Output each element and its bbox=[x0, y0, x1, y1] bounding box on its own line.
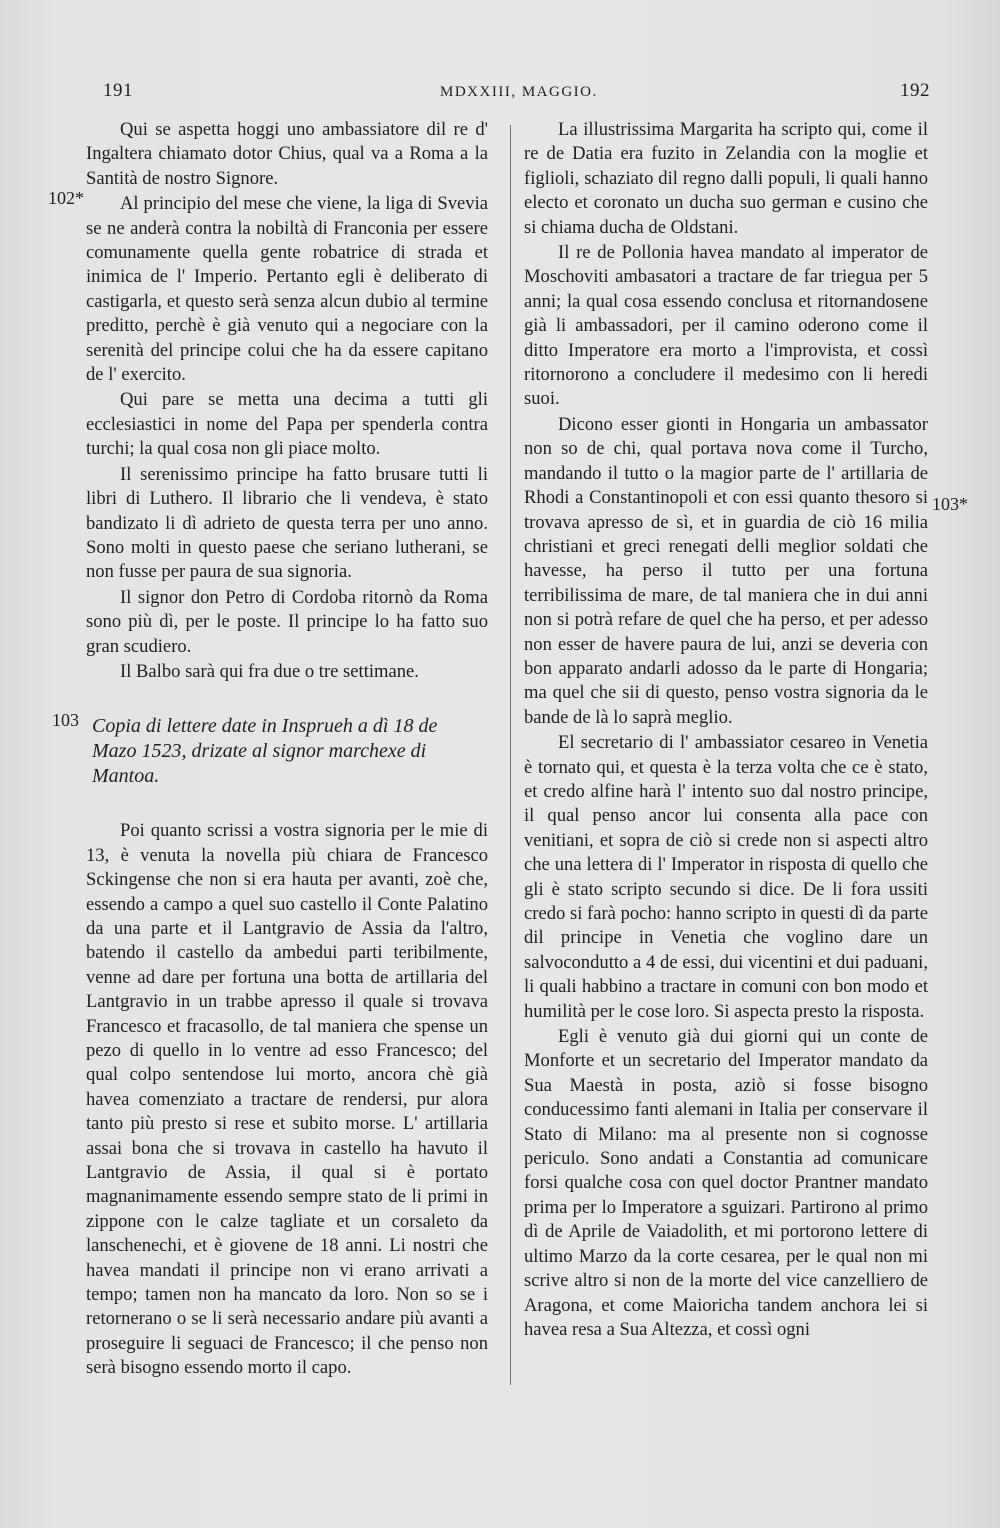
paragraph: Al principio del mese che viene, la liga di Svevia se ne anderà contra la nobiltà di Franconia per essere comunamente quella gente robatrice di strada et inimica de l' Imperio. Pertanto egli è deliberato di castigarla, et questo serà senza alcun dubio al termine preditto, perchè è già venuto qui a negociare con la serenità del principe colui che ha da essere capitano de l' exercito. bbox=[86, 193, 488, 386]
paragraph: El secretario di l' ambassiator cesareo in Venetia è tornato qui, et questa è la terza volta che ce è stato, et credo alfine harà l' intento suo dal nostro principe, il qual penso ancor lui consenta alla pace con venitiani, et sopra de ciò si crede non si aspecti altro che una lettera di l' Imperator in risposta di quello che gli è stato scripto secundo si dice. De li fora ussiti credo si farà pocho: hanno scripto in questi dì da parte dil principe in Venetia che voglino dare un salvocondutto a 4 de essi, dui vicentini et dui paduani, li quali habbino a tractare in comuni con bon modo et humilità per le cose loro. Si aspecta presto la risposta. bbox=[524, 732, 928, 1022]
right-column bbox=[524, 118, 928, 1342]
paragraph: Dicono esser gionti in Hongaria un ambassator non so de chi, qual portava nova come il Turcho, mandando il tutto o la magior parte de l' artillaria de Rhodi a Constantinopoli et con essi quanto thesoro si trovava apresso de sì, et in guardia de ciò 16 milia christiani et greci renegati delli meglior soldati che havesse, ha perso il tutto per una fortuna terribilissima de mare, de tal maniera che in dui anni non si potrà refare de quel che ha perso, et per adesso non esser de havere paura de lui, anzi se deveria con bon apparato andarli adosso da le parte di Hongaria; ma quel che sii di questo, penso vostra signoria da le bande de là lo saprà meglio. bbox=[524, 413, 928, 728]
letter-heading bbox=[86, 714, 488, 789]
margin-note-103-left: 103 bbox=[52, 710, 79, 730]
paragraph: Egli è venuto già dui giorni qui un conte de Monforte et un secretario del Imperator mandato da Sua Maestà in posta, aziò si fosse bisogno conducessimo fanti alemani in Italia per conservare il Stato di Milano: ma al presente non si cognosse periculo. Sono andati a Constantia ad comunicare forsi qualche cosa con quel doctor Prantner mandato prima per lo Imperatore a sguizari. Partirono al primo dì de Aprile de Vaiadolith, et mi portorono lettere di ultimo Marzo da la corte cesarea, per le qual non mi scrive altro si non de la morte del vice canzelliero de Aragona, et come Maioricha tandem anchora lei si havea resa a Sua Altezza, et cossì ogni bbox=[524, 1026, 928, 1340]
paragraph: Il re de Pollonia havea mandato al imperator de Moschoviti ambasatori a tractare de far triegua per 5 anni; la qual cosa essendo conclusa et ritornandosene già li ambassadori, per il camino oderono come il ditto Imperatore era morto a l'improvista, et cossì ritornorono a concludere il medesimo con li heredi suoi. bbox=[524, 242, 928, 410]
paragraph: Poi quanto scrissi a vostra signoria per le mie di 13, è venuta la novella più chiara de Francesco Sckingense che non si era hauta per avanti, zoè che, essendo a campo a quel suo castello il Conte Palatino da una parte et il Lantgravio de Assia da l'altro, batendo il castello da ambedui parti teribilmente, venne ad dare per fortuna una botta de artillaria del Lantgravio in un trabbe apresso il quale si trovava Francesco et fracasollo, de tal maniera che spense un pezo di quello in lo ventre ad esso Francesco; del qual colpo sentendose lui morto, ancora chè già havea comenziato a tractare de rendersi, pur alora tanto più presto si rese et subito morse. L' artillaria assai bona che si trovava in castello ha havuto il Lantgravio de Assia, il qual si è portato magnanimamente essendo sempre stato de li primi in zippone con le calze tagliate et un corsaleto da lanschenechi, et è giovene de 18 anni. Li nostri che havea mandati il principe non vi erano arrivati a tempo; tamen non ha mancato da loro. Non so se i retornerano o se li serà necessario andare più avanti a proseguire li seguaci de Francesco; il che penso non serà bisogno essendo morto il capo. bbox=[86, 820, 488, 1379]
paragraph: Il Balbo sarà qui fra due o tre settimane. bbox=[120, 660, 419, 682]
paragraph: Qui pare se metta una decima a tutti gli ecclesiastici in nome del Papa per spenderla contra turchi; la qual cosa non gli piace molto. bbox=[86, 389, 488, 460]
page-number-right: 192 bbox=[900, 80, 930, 101]
page-number-left: 191 bbox=[103, 80, 133, 101]
letter-heading-line1: Copia di lettere date in Insprueh a dì 18 de bbox=[92, 715, 438, 738]
paragraph: Qui se aspetta hoggi uno ambassiatore dil re d' Ingaltera chiamato dotor Chius, qual va a Roma a la Santità de nostro Signore. bbox=[86, 119, 488, 189]
running-title: MDXXIII, MAGGIO. bbox=[440, 84, 598, 100]
margin-note-103-right: 103* bbox=[932, 494, 968, 514]
paragraph: Il serenissimo principe ha fatto brusare tutti li libri di Luthero. Il librario che li vendeva, è stato bandizato li dì adrieto de questa terra per uno anno. Sono molti in questo paese che seriano lutherani, se non fusse per paura de sua signoria. bbox=[86, 463, 488, 583]
letter-heading-line2: Mazo 1523, drizate al signor marchexe di Mantoa. bbox=[92, 740, 427, 788]
paragraph: Il signor don Petro di Cordoba ritornò da Roma sono più dì, per le poste. Il principe lo ha fatto suo gran scudiero. bbox=[86, 586, 488, 657]
left-column bbox=[86, 118, 488, 1381]
paragraph: La illustrissima Margarita ha scripto qui, come il re de Datia era fuzito in Zelandia con la moglie et figlioli, schaziato dil regno dalli populi, li quali hanno electo et coronato un ducha suo german e cusino che si chiama ducha de Oldstani. bbox=[524, 119, 928, 238]
margin-note-102: 102* bbox=[48, 188, 84, 208]
column-divider bbox=[510, 125, 511, 1385]
